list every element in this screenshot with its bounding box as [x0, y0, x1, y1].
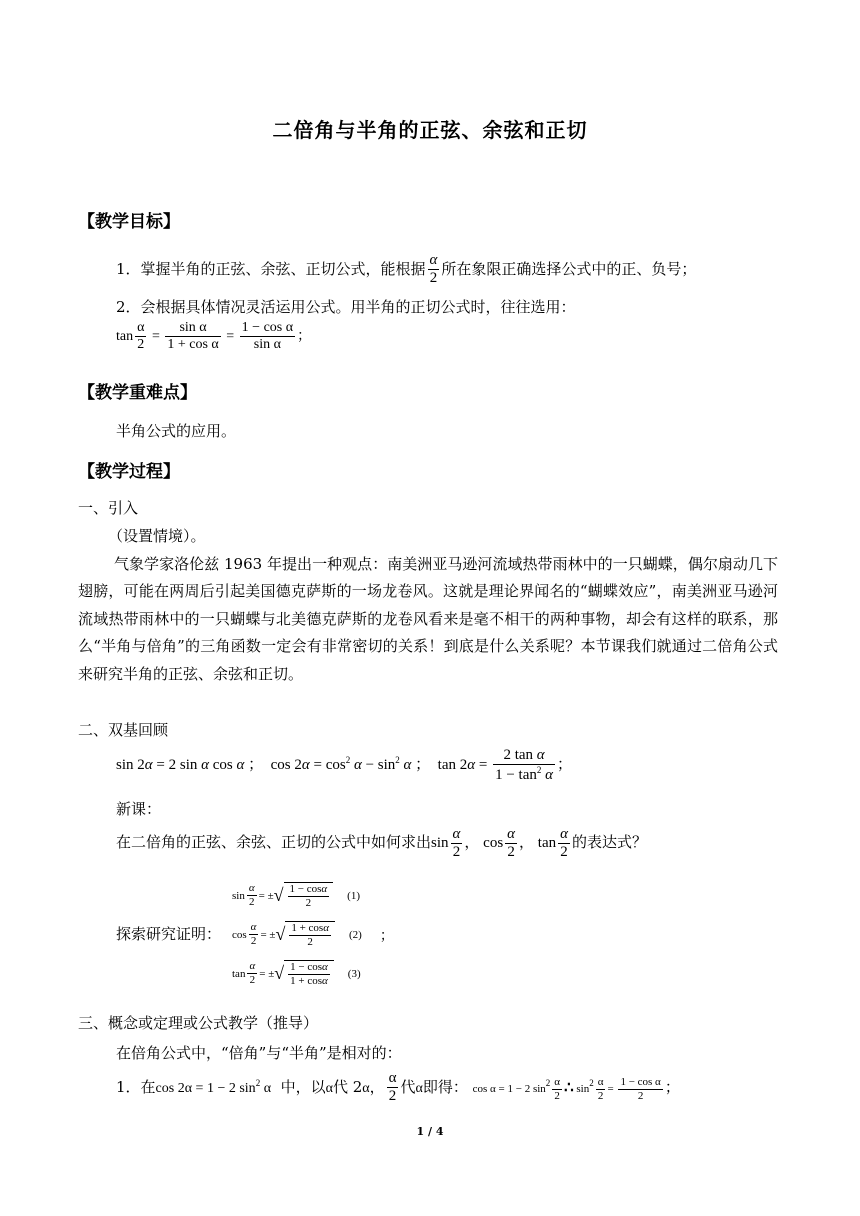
section-heading-process: 【教学过程】 — [78, 462, 180, 482]
derivation-step-1: 1．在cos 2α = 1 − 2 $\sin^2 \alpha$ 中，以α代 2α， $\frac{\alpha}{2}$ 代α即得： cos α = 1 − 2 $\sin^2$ $\frac{\alpha}{2}$ ∴ $\sin^2$ $\frac{\alpha}{2}$ = $\frac{\text{1 − cos α}}{2}$ ； — [116, 1070, 680, 1105]
difficulty-text: 半角公式的应用。 — [116, 422, 237, 440]
double-angle-formulas: sin 2α = 2 sin α cos α ； $\cos 2\alpha = \cos^2 \alpha - \sin^2 \alpha$ ； tan 2α = $\frac{\text{2 tan α}}{1 - \tan^2 \alpha}$ ； — [116, 747, 573, 784]
half-angle-tangent-radical-formula: tan $\frac{\alpha}{2}$ = ± √ $\frac{1 - \cos\alpha}{1 + \cos\alpha}$ (3) — [232, 960, 361, 987]
half-angle-tangent-formula: tan $\frac{\alpha}{2}$ = $\frac{\text{sin α}}{\text{1 + cos α}}$ = $\frac{\text{1 − cos α}}{\text{sin α}}$ ； — [116, 320, 312, 353]
objective-item-2: 2．会根据具体情况灵活运用公式。用半角的正切公式时，往往选用： — [116, 298, 576, 316]
page-title: 二倍角与半角的正弦、余弦和正切 — [272, 118, 588, 142]
half-angle-formula-block — [232, 876, 394, 993]
alpha-over-2-fraction: $\frac{\alpha}{2}$ — [429, 252, 438, 287]
part2-heading: 二、双基回顾 — [78, 721, 169, 739]
butterfly-effect-paragraph: 气象学家洛伦兹 1963 年提出一种观点：南美洲亚马逊河流域热带雨林中的一只蝴蝶，偶尔扇动几下翅膀，可能在两周后引起美国德克萨斯的一场龙卷风。这就是理论界闻名的“蝴蝶效应”，南美洲亚马逊河流域热带雨林中的一只蝴蝶与北美德克萨斯的龙卷风看来是毫不相干的两种事物，却会有这样的联系，那么“半角与倍角”的三角函数一定会有非常密切的关系！到底是什么关系呢？本节课我们就通过二倍角公式来研究半角的正弦、余弦和正切。 — [78, 555, 778, 683]
part1-heading: 一、引入 — [78, 499, 139, 517]
part1-setting: （设置情境）。 — [108, 527, 206, 545]
half-angle-sine-formula: sin $\frac{\alpha}{2}$ = ± √ $\frac{1 - \cos\alpha}{2}$ (1) — [232, 882, 360, 909]
new-lesson-label: 新课： — [116, 800, 162, 818]
objective-item-1: 1．掌握半角的正弦、余弦、正切公式，能根据 $\frac{\alpha}{2}$ 所在象限正确选择公式中的正、负号； — [116, 252, 697, 287]
part3-intro: 在倍角公式中，“倍角”与“半角”是相对的： — [116, 1044, 402, 1062]
page-number: 1 / 4 — [416, 1125, 444, 1138]
section-heading-difficulties: 【教学重难点】 — [78, 383, 197, 403]
section-heading-objectives: 【教学目标】 — [78, 212, 180, 232]
part3-heading: 三、概念或定理或公式教学（推导） — [78, 1014, 319, 1032]
half-angle-question: 在二倍角的正弦、余弦、正切的公式中如何求出sin $\frac{\alpha}{2}$ ， cos $\frac{\alpha}{2}$ ， tan $\frac{\alpha}{2}$ 的表达式？ — [116, 826, 647, 861]
explore-label: 探索研究证明： — [116, 925, 222, 943]
half-angle-cosine-formula: cos $\frac{\alpha}{2}$ = ± √ $\frac{1 + \cos\alpha}{2}$ (2) ； — [232, 921, 394, 948]
